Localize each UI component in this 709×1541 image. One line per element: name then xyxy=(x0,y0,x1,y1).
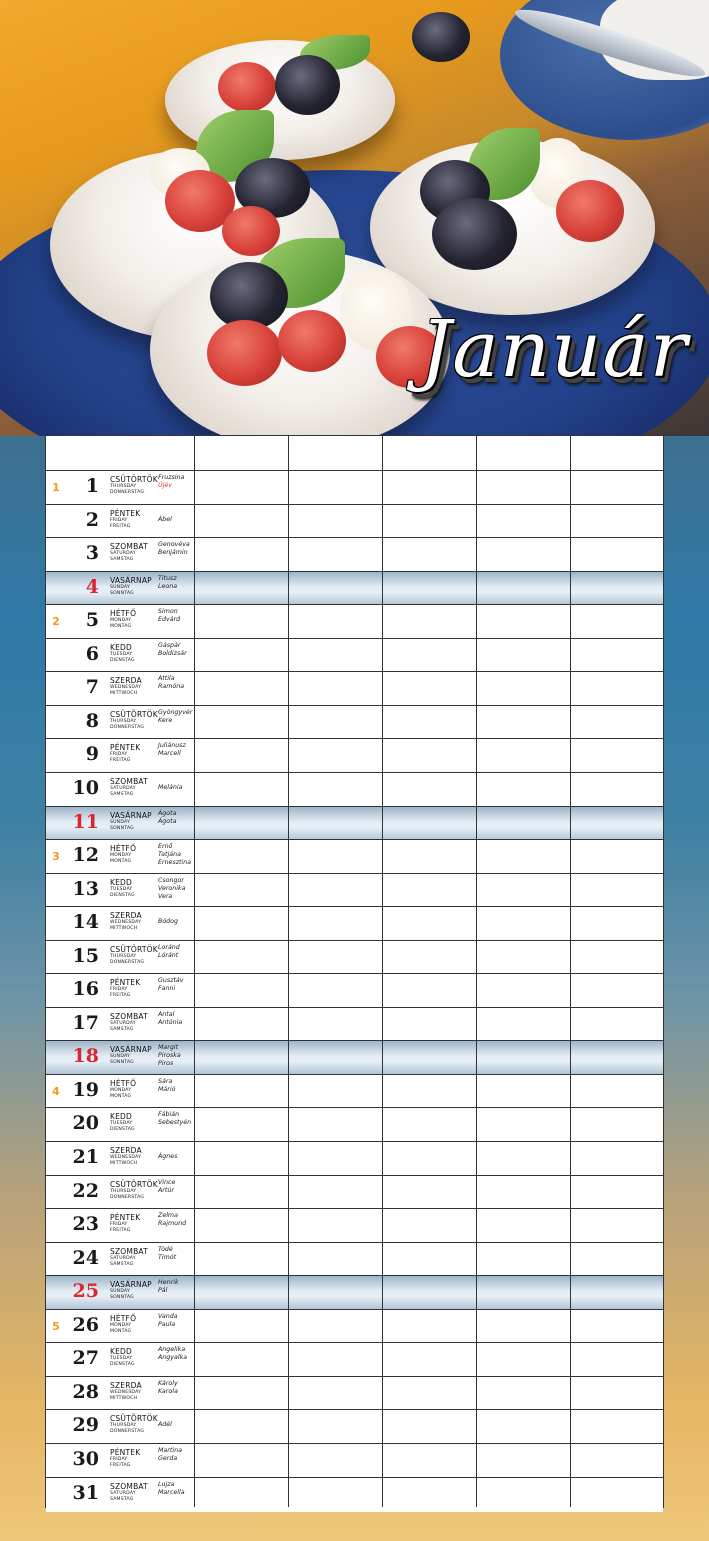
day-name-en: THURSDAY xyxy=(110,484,137,489)
name-days xyxy=(158,1246,176,1262)
day-name-de: SAMSTAG xyxy=(110,1262,134,1267)
name-days xyxy=(158,575,177,591)
day-name-hu: VASÁRNAP xyxy=(110,1280,152,1289)
day-name-hu: KEDD xyxy=(110,878,133,887)
day-number: 28 xyxy=(72,1381,99,1403)
day-name-hu: PÉNTEK xyxy=(110,743,141,752)
column-divider xyxy=(476,436,477,1507)
name-day: Marcella xyxy=(158,1489,185,1496)
name-day: Ramóna xyxy=(158,683,185,690)
day-name-hu: SZOMBAT xyxy=(110,1482,148,1491)
day-name-hu: VASÁRNAP xyxy=(110,576,152,585)
holiday-label: Újév xyxy=(158,482,172,489)
name-day: Ernesztina xyxy=(158,859,192,866)
name-days xyxy=(158,1145,177,1161)
name-day: Adél xyxy=(158,1421,172,1428)
day-name-de: SAMSTAG xyxy=(110,1497,134,1502)
day-name-de: MONTAG xyxy=(110,1094,132,1099)
day-number: 1 xyxy=(85,475,99,497)
name-day xyxy=(158,776,183,784)
name-days xyxy=(158,910,178,926)
raspberry xyxy=(556,180,624,242)
day-name-en: TUESDAY xyxy=(110,887,133,892)
name-day: Loránd xyxy=(158,944,180,951)
name-days xyxy=(158,508,172,524)
day-name-en: FRIDAY xyxy=(110,518,128,523)
day-name-hu: VASÁRNAP xyxy=(110,1045,152,1054)
name-day: Artúr xyxy=(158,1187,174,1194)
day-name-de: DONNERSTAG xyxy=(110,725,145,730)
day-number: 15 xyxy=(72,945,99,967)
name-day: Pál xyxy=(158,1287,168,1294)
day-number: 8 xyxy=(85,710,99,732)
name-days xyxy=(158,1346,187,1362)
day-name-hu: SZOMBAT xyxy=(110,542,148,551)
week-number: 4 xyxy=(52,1085,60,1098)
day-number: 18 xyxy=(72,1045,99,1067)
name-day: Tódé xyxy=(158,1246,173,1253)
name-days xyxy=(158,1447,182,1463)
month-title: Január xyxy=(420,305,689,395)
day-name-hu: SZOMBAT xyxy=(110,777,148,786)
name-day: Lóránt xyxy=(158,952,179,959)
day-name-hu: CSÜTÖRTÖK xyxy=(110,1180,158,1189)
day-number: 22 xyxy=(72,1180,99,1202)
name-days xyxy=(158,675,184,691)
day-name-de: SONNTAG xyxy=(110,1295,134,1300)
name-days xyxy=(158,944,180,960)
name-day: Piros xyxy=(158,1060,174,1067)
name-days xyxy=(158,1279,179,1295)
name-day: Ábel xyxy=(158,516,172,523)
name-days xyxy=(158,810,177,826)
day-number: 30 xyxy=(72,1448,99,1470)
day-name-en: SATURDAY xyxy=(110,1021,136,1026)
name-days xyxy=(158,1413,172,1429)
week-number: 5 xyxy=(52,1320,60,1333)
day-name-en: FRIDAY xyxy=(110,987,128,992)
name-day: Genovéva xyxy=(158,541,190,548)
day-name-en: THURSDAY xyxy=(110,1423,137,1428)
blackberry xyxy=(412,12,470,62)
name-day: Sebestyén xyxy=(158,1119,192,1126)
day-name-en: TUESDAY xyxy=(110,1121,133,1126)
day-name-en: SUNDAY xyxy=(110,585,130,590)
name-day: Karola xyxy=(158,1388,178,1395)
day-name-hu: SZERDA xyxy=(110,911,142,920)
day-name-en: SATURDAY xyxy=(110,786,136,791)
day-number: 12 xyxy=(72,844,99,866)
name-day xyxy=(158,1145,177,1153)
name-days xyxy=(158,877,186,901)
name-day xyxy=(158,1413,172,1421)
day-name-hu: CSÜTÖRTÖK xyxy=(110,1414,158,1423)
day-name-hu: HÉTFŐ xyxy=(110,844,137,853)
name-day: Piroska xyxy=(158,1052,181,1059)
day-name-de: SAMSTAG xyxy=(110,792,134,797)
name-day: Boldizsár xyxy=(158,650,187,657)
day-number: 6 xyxy=(85,643,99,665)
week-number: 2 xyxy=(52,615,60,628)
name-day: Marcell xyxy=(158,750,181,757)
name-day: Timót xyxy=(158,1254,177,1261)
day-number: 11 xyxy=(72,811,99,833)
name-day: Károly xyxy=(158,1380,178,1387)
day-name-en: MONDAY xyxy=(110,618,132,623)
day-name-de: MONTAG xyxy=(110,859,132,864)
name-day: Antónia xyxy=(158,1019,183,1026)
day-name-de: MITTWOCH xyxy=(110,926,138,931)
day-name-hu: PÉNTEK xyxy=(110,978,141,987)
day-name-en: MONDAY xyxy=(110,853,132,858)
day-name-hu: SZERDA xyxy=(110,676,142,685)
name-day: Vera xyxy=(158,893,173,900)
day-name-en: SATURDAY xyxy=(110,551,136,556)
day-number: 10 xyxy=(72,777,99,799)
column-divider xyxy=(194,436,195,1507)
name-days xyxy=(158,474,184,490)
day-name-hu: HÉTFŐ xyxy=(110,1079,137,1088)
name-day: Edvárd xyxy=(158,616,181,623)
name-day: Margit xyxy=(158,1044,179,1051)
name-day: Attila xyxy=(158,675,175,682)
day-name-hu: SZOMBAT xyxy=(110,1012,148,1021)
name-day: Titusz xyxy=(158,575,177,582)
name-day: Leona xyxy=(158,583,178,590)
day-name-hu: PÉNTEK xyxy=(110,1448,141,1457)
raspberry xyxy=(278,310,346,372)
day-name-de: SONNTAG xyxy=(110,1060,134,1065)
name-day: Bódog xyxy=(158,918,179,925)
column-divider xyxy=(288,436,289,1507)
name-days xyxy=(158,776,183,792)
name-day: Simon xyxy=(158,608,178,615)
calendar-grid xyxy=(45,435,664,1508)
name-day: Gusztáv xyxy=(158,977,184,984)
week-number: 1 xyxy=(52,481,60,494)
name-day xyxy=(158,910,178,918)
day-number: 7 xyxy=(85,676,99,698)
day-name-de: DONNERSTAG xyxy=(110,1195,145,1200)
day-name-de: DONNERSTAG xyxy=(110,1429,145,1434)
day-name-de: DIENSTAG xyxy=(110,1127,135,1132)
name-day: Márió xyxy=(158,1086,176,1093)
name-day: Lujza xyxy=(158,1481,175,1488)
name-day: Benjámin xyxy=(158,549,188,556)
day-name-en: MONDAY xyxy=(110,1088,132,1093)
day-name-en: MONDAY xyxy=(110,1323,132,1328)
day-name-en: FRIDAY xyxy=(110,1457,128,1462)
name-day: Tatjána xyxy=(158,851,181,858)
name-days xyxy=(158,843,191,867)
name-day xyxy=(158,508,172,516)
name-day: Gerda xyxy=(158,1455,178,1462)
day-name-en: TUESDAY xyxy=(110,1356,133,1361)
name-day: Antal xyxy=(158,1011,175,1018)
day-number: 16 xyxy=(72,978,99,1000)
day-number: 3 xyxy=(85,542,99,564)
day-number: 21 xyxy=(72,1146,99,1168)
name-day: Fanni xyxy=(158,985,176,992)
name-day: Fruzsina xyxy=(158,474,185,481)
day-number: 14 xyxy=(72,911,99,933)
day-name-en: WEDNESDAY xyxy=(110,1155,142,1160)
name-days xyxy=(158,1111,191,1127)
name-day: Gáspár xyxy=(158,642,181,649)
day-name-de: FREITAG xyxy=(110,1228,131,1233)
name-days xyxy=(158,977,184,993)
name-days xyxy=(158,1481,185,1497)
name-day: Vanda xyxy=(158,1313,178,1320)
name-days xyxy=(158,1380,178,1396)
name-days xyxy=(158,642,187,658)
day-name-de: FREITAG xyxy=(110,758,131,763)
day-name-en: THURSDAY xyxy=(110,719,137,724)
day-name-de: MONTAG xyxy=(110,1329,132,1334)
name-day: Henrik xyxy=(158,1279,179,1286)
week-number: 3 xyxy=(52,850,60,863)
name-days xyxy=(158,1078,175,1094)
day-name-en: FRIDAY xyxy=(110,752,128,757)
name-day: Csongor xyxy=(158,877,184,884)
name-days xyxy=(158,709,192,725)
day-name-de: SAMSTAG xyxy=(110,1027,134,1032)
name-day: Martina xyxy=(158,1447,182,1454)
day-name-de: DIENSTAG xyxy=(110,893,135,898)
day-name-en: SUNDAY xyxy=(110,820,130,825)
day-name-en: TUESDAY xyxy=(110,652,133,657)
day-number: 9 xyxy=(85,743,99,765)
day-name-de: SONNTAG xyxy=(110,591,134,596)
name-day: Ágnes xyxy=(158,1153,178,1160)
day-name-hu: PÉNTEK xyxy=(110,509,141,518)
day-number: 26 xyxy=(72,1314,99,1336)
day-number: 2 xyxy=(85,509,99,531)
name-day: Ernő xyxy=(158,843,173,850)
name-days xyxy=(158,541,190,557)
day-number: 27 xyxy=(72,1347,99,1369)
name-day: Ágota xyxy=(158,818,177,825)
column-divider xyxy=(382,436,383,1507)
blackberry xyxy=(432,198,517,270)
day-name-de: MITTWOCH xyxy=(110,1396,138,1401)
day-number: 4 xyxy=(85,576,99,598)
day-name-hu: HÉTFŐ xyxy=(110,1314,137,1323)
day-name-en: FRIDAY xyxy=(110,1222,128,1227)
blackberry xyxy=(275,55,340,115)
raspberry xyxy=(218,62,276,112)
day-name-hu: KEDD xyxy=(110,1112,133,1121)
day-number: 13 xyxy=(72,878,99,900)
day-name-de: MONTAG xyxy=(110,624,132,629)
day-name-en: WEDNESDAY xyxy=(110,685,142,690)
day-name-hu: SZERDA xyxy=(110,1381,142,1390)
day-name-hu: SZERDA xyxy=(110,1146,142,1155)
day-name-hu: KEDD xyxy=(110,1347,133,1356)
dessert-photo xyxy=(0,0,709,436)
name-days xyxy=(158,608,180,624)
name-day: Rajmund xyxy=(158,1220,187,1227)
day-name-en: THURSDAY xyxy=(110,1189,137,1194)
day-number: 24 xyxy=(72,1247,99,1269)
day-name-en: WEDNESDAY xyxy=(110,1390,142,1395)
day-name-de: FREITAG xyxy=(110,993,131,998)
day-name-hu: KEDD xyxy=(110,643,133,652)
name-days xyxy=(158,1011,182,1027)
name-day: Fábián xyxy=(158,1111,180,1118)
name-day: Zelma xyxy=(158,1212,178,1219)
name-day: Paula xyxy=(158,1321,176,1328)
day-name-de: DIENSTAG xyxy=(110,658,135,663)
day-name-en: THURSDAY xyxy=(110,954,137,959)
day-name-de: SONNTAG xyxy=(110,826,134,831)
day-name-hu: VASÁRNAP xyxy=(110,811,152,820)
name-day: Angyalka xyxy=(158,1354,188,1361)
name-day: Melánia xyxy=(158,784,183,791)
day-name-hu: HÉTFŐ xyxy=(110,609,137,618)
day-name-en: SATURDAY xyxy=(110,1491,136,1496)
day-name-hu: CSÜTÖRTÖK xyxy=(110,475,158,484)
name-day: Juliánusz xyxy=(158,742,186,749)
day-name-en: WEDNESDAY xyxy=(110,920,142,925)
day-number: 19 xyxy=(72,1079,99,1101)
day-number: 25 xyxy=(72,1280,99,1302)
day-number: 29 xyxy=(72,1414,99,1436)
name-days xyxy=(158,1044,181,1068)
day-number: 17 xyxy=(72,1012,99,1034)
day-number: 31 xyxy=(72,1482,99,1504)
day-name-hu: CSÜTÖRTÖK xyxy=(110,945,158,954)
day-name-hu: CSÜTÖRTÖK xyxy=(110,710,158,719)
name-day: Gyöngyvér xyxy=(158,709,193,716)
day-name-hu: PÉNTEK xyxy=(110,1213,141,1222)
day-name-de: MITTWOCH xyxy=(110,1161,138,1166)
day-name-en: SUNDAY xyxy=(110,1289,130,1294)
name-day: Vince xyxy=(158,1179,176,1186)
column-divider xyxy=(570,436,571,1507)
day-name-de: FREITAG xyxy=(110,1463,131,1468)
day-number: 20 xyxy=(72,1112,99,1134)
name-day: Angelika xyxy=(158,1346,186,1353)
day-name-hu: SZOMBAT xyxy=(110,1247,148,1256)
name-days xyxy=(158,1313,178,1329)
name-day: Ágota xyxy=(158,810,177,817)
name-day: Sára xyxy=(158,1078,173,1085)
day-name-de: DONNERSTAG xyxy=(110,960,145,965)
name-days xyxy=(158,742,186,758)
day-name-de: MITTWOCH xyxy=(110,691,138,696)
name-day: Veronika xyxy=(158,885,186,892)
name-days xyxy=(158,1212,186,1228)
day-name-de: DIENSTAG xyxy=(110,1362,135,1367)
name-day: Kere xyxy=(158,717,173,724)
day-name-de: FREITAG xyxy=(110,524,131,529)
day-number: 5 xyxy=(85,609,99,631)
day-number: 23 xyxy=(72,1213,99,1235)
day-name-de: DONNERSTAG xyxy=(110,490,145,495)
name-days xyxy=(158,1179,175,1195)
day-name-de: SAMSTAG xyxy=(110,557,134,562)
raspberry xyxy=(207,320,282,386)
day-name-en: SUNDAY xyxy=(110,1054,130,1059)
day-name-en: SATURDAY xyxy=(110,1256,136,1261)
